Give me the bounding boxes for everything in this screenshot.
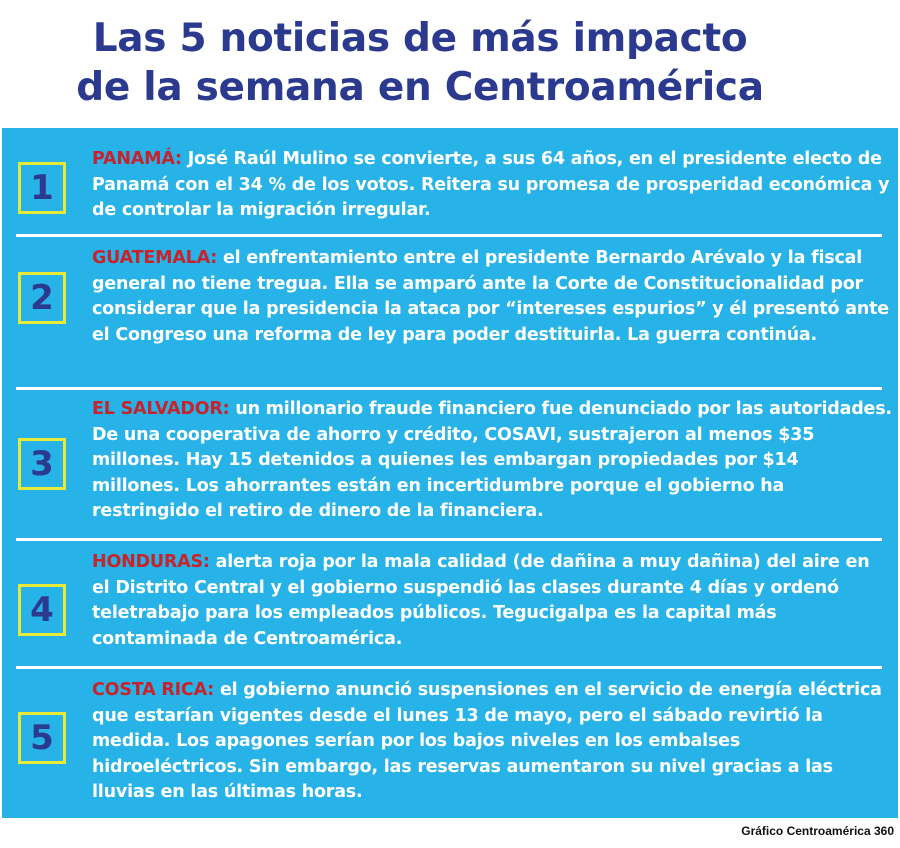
item-text: [92, 397, 892, 525]
credit-label: Gráfico Centroamérica 360: [741, 824, 894, 838]
news-panel: [2, 128, 898, 818]
title-line-2: de la semana en Centroamérica: [76, 65, 764, 110]
item-number-box: 4: [18, 584, 66, 636]
divider: [16, 387, 882, 390]
news-body: el gobierno anunció suspensiones en el servicio de energía eléctrica que estarían vigentes desde el lunes 13 de mayo, pero el sábado revirtió la medida. Los apagones serían por los bajos niveles en los embalses hidroeléctricos. Sin embargo, las reservas aumentaron su nivel gracias a las lluvias en las últimas horas.: [92, 680, 882, 802]
title-line-1: Las 5 noticias de más impacto: [92, 16, 748, 61]
divider: [16, 234, 882, 237]
item-text: [92, 147, 892, 224]
news-item-2: [2, 238, 898, 378]
page-title: [0, 14, 840, 112]
news-item-1: [2, 142, 898, 232]
news-item-4: [2, 542, 898, 662]
item-number-box: 5: [18, 712, 66, 764]
item-number-box: 2: [18, 272, 66, 324]
news-item-5: [2, 670, 898, 815]
country-label: GUATEMALA:: [92, 248, 218, 268]
news-body: José Raúl Mulino se convierte, a sus 64 años, en el presidente electo de Panamá con el 34 % de los votos. Reitera su promesa de prosperidad económica y de controlar la migración irregular.: [92, 149, 890, 220]
country-label: HONDURAS:: [92, 552, 210, 572]
item-number-box: 1: [18, 162, 66, 214]
news-body: alerta roja por la mala calidad (de dañina a muy dañina) del aire en el Distrito Central y el gobierno suspendió las clases durante 4 días y ordenó teletrabajo para los empleados públicos. Tegucigalpa es la capital más contaminada de Centroamérica.: [92, 552, 870, 649]
item-text: [92, 678, 892, 806]
item-number-box: 3: [18, 438, 66, 490]
news-body: el enfrentamiento entre el presidente Bernardo Arévalo y la fiscal general no tiene tregua. Ella se amparó ante la Corte de Constitucionalidad por considerar que la presidencia la ataca por “intereses espurios” y él presentó ante el Congreso una reforma de ley para poder destituirla. La guerra continúa.: [92, 248, 889, 345]
country-label: PANAMÁ:: [92, 149, 182, 169]
country-label: COSTA RICA:: [92, 680, 215, 700]
country-label: EL SALVADOR:: [92, 399, 230, 419]
divider: [16, 538, 882, 541]
item-text: [92, 246, 892, 348]
item-text: [92, 550, 892, 652]
news-body: un millonario fraude financiero fue denunciado por las autoridades. De una cooperativa de ahorro y crédito, COSAVI, sustrajeron al menos $35 millones. Hay 15 detenidos a quienes les embargan propiedades por $14 millones. Los ahorrantes están en incertidumbre porque el gobierno ha restringido el retiro de dinero de la financiera.: [92, 399, 892, 521]
news-item-3: [2, 391, 898, 531]
divider: [16, 666, 882, 669]
